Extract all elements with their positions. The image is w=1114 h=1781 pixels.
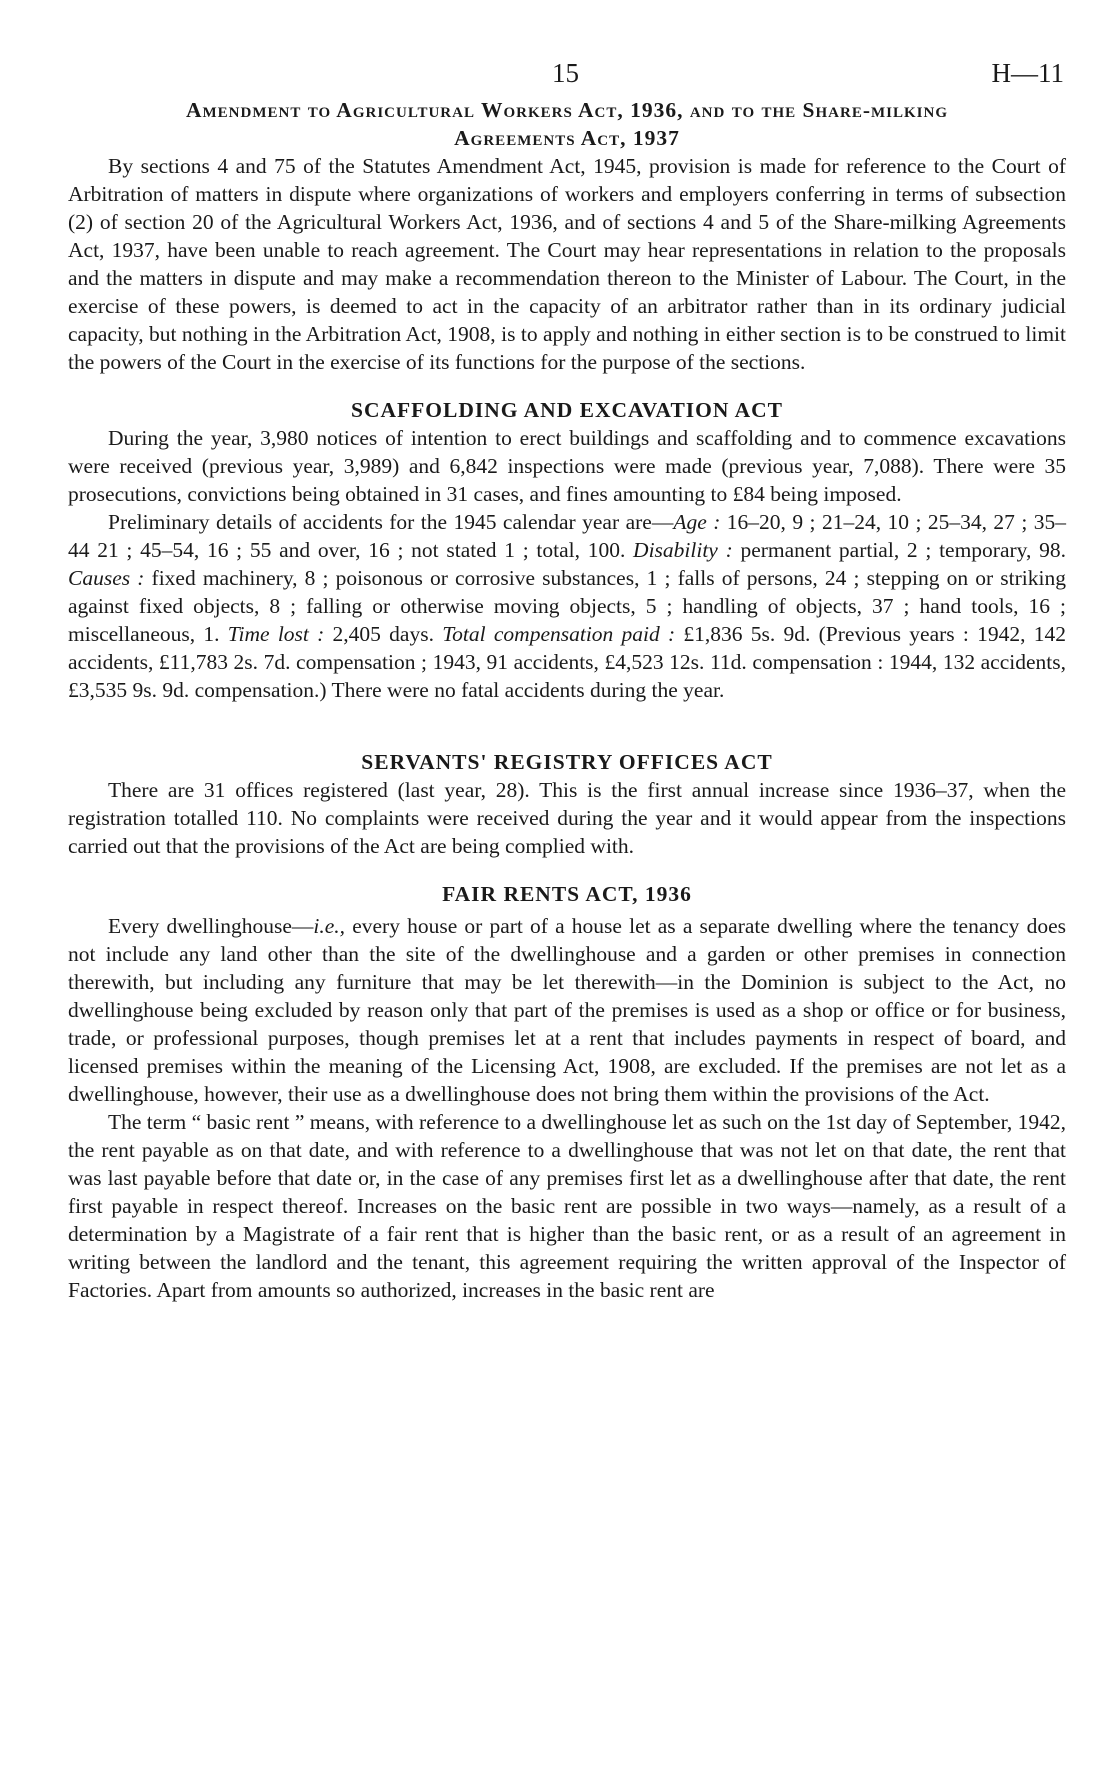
text-run: fixed machinery, 8 ; poisonous or corrosive substances, 1 ; falls of persons, 24 ; stepping on or striking against fixed objects, 8 ; falling or otherwise moving objects, 5 ; handling of objects, 37 ; hand tools, 16 ; miscellaneous, 1.: [68, 566, 1066, 646]
ie-abbrev: i.e.,: [313, 914, 346, 938]
paragraph-dwellinghouse: [68, 912, 1066, 1108]
section-scaffolding: [68, 396, 1066, 704]
disability-label: Disability :: [633, 538, 733, 562]
paragraph-basic-rent: The term “ basic rent ” means, with reference to a dwellinghouse let as such on the 1st day of September, 1942, the rent payable as on that date, and with reference to a dwellinghouse that was not let on that date, the rent that was last payable before that date or, in the case of any premises first let as a dwellinghouse after that date, the rent first payable in respect thereof. Increases on the basic rent are possible in two ways—namely, as a result of a determination by a Magistrate of a fair rent that is higher than the basic rent, or as a result of an agreement in writing between the landlord and the tenant, this agreement requiring the written approval of the Inspector of Factories. Apart from amounts so authorized, increases in the basic rent are: [68, 1110, 1066, 1302]
paragraph: By sections 4 and 75 of the Statutes Amendment Act, 1945, provision is made for reference to the Court of Arbitration of matters in dispute where organizations of workers and employers conferring in terms of subsection (2) of section 20 of the Agricultural Workers Act, 1936, and of sections 4 and 5 of the Share-milking Agreements Act, 1937, have been unable to reach agreement. The Court may hear representations in relation to the proposals and the matters in dispute and may make a recommendation thereon to the Minister of Labour. The Court, in the exercise of these powers, is deemed to act in the capacity of an arbitrator rather than in its ordinary judicial capacity, but nothing in the Arbitration Act, 1908, is to apply and nothing in either section is to be construed to limit the powers of the Court in the exercise of its functions for the purpose of the sections.: [68, 154, 1066, 374]
section-servants-registry: [68, 748, 1066, 860]
text-run: £1,836 5s. 9d. (Previous years : 1942, 142 accidents, £11,783 2s. 7d. compensation ; 1943, 91 accidents, £4,523 12s. 11d. compensation : 1944, 132 accidents, £3,535 9s. 9d. compensation.) There were no fatal accidents during the year.: [68, 622, 1066, 702]
paragraph: There are 31 offices registered (last year, 28). This is the first annual increase since 1936–37, when the registration totalled 110. No complaints were received during the year and it would appear from the inspections carried out that the provisions of the Act are being complied with.: [68, 778, 1066, 858]
time-lost-label: Time lost :: [227, 622, 325, 646]
text-run: Every dwellinghouse—: [108, 914, 314, 938]
paragraph: During the year, 3,980 notices of intention to erect buildings and scaffolding and to commence excavations were received (previous year, 3,989) and 6,842 inspections were made (previous year, 7,088). There were 35 prosecutions, convictions being obtained in 31 cases, and fines amounting to £84 being imposed.: [68, 426, 1066, 506]
page-header: [68, 52, 1066, 96]
compensation-label: Total compensation paid :: [442, 622, 676, 646]
section-agricultural-workers: [68, 96, 1066, 376]
page-number: 15: [552, 58, 579, 88]
text-run: every house or part of a house let as a separate dwelling where the tenancy does not include any land other than the site of the dwellinghouse and a garden or other premises in connection therewith, but including any furniture that may be let therewith—in the Dominion is subject to the Act, no dwellinghouse being excluded by reason only that part of the premises is used as a shop or office or for business, trade, or professional purposes, though premises let at a rent that includes payments in respect of board, and licensed premises within the meaning of the Licensing Act, 1908, are excluded. If the premises are not let as a dwellinghouse, however, their use as a dwellinghouse does not bring them within the provisions of the Act.: [68, 914, 1066, 1106]
document-reference: H—11: [991, 58, 1064, 88]
text-run: 16–20, 9 ; 21–24, 10 ; 25–34, 27 ; 35–44 21 ; 45–54, 16 ; 55 and over, 16 ; not stated 1 ; total, 100.: [68, 510, 1067, 562]
causes-label: Causes :: [68, 566, 145, 590]
section-title: SERVANTS' REGISTRY OFFICES ACT: [361, 750, 773, 774]
text-run: 2,405 days.: [324, 622, 443, 646]
section-title: FAIR RENTS ACT, 1936: [442, 882, 692, 906]
section-title: SCAFFOLDING AND EXCAVATION ACT: [350, 398, 783, 422]
age-label: Age :: [673, 510, 721, 534]
section-title: [68, 96, 1066, 152]
text-run: Preliminary details of accidents for the 1945 calendar year are—: [108, 510, 674, 534]
paragraph-accident-details: [68, 508, 1066, 704]
text-run: permanent partial, 2 ; temporary, 98.: [732, 538, 1066, 562]
section-title-line-2: Agreements Act, 1937: [454, 126, 680, 150]
section-title-line-1: Amendment to Agricultural Workers Act, 1936, and to the Share-milking: [185, 98, 949, 122]
section-fair-rents: [68, 880, 1066, 1304]
